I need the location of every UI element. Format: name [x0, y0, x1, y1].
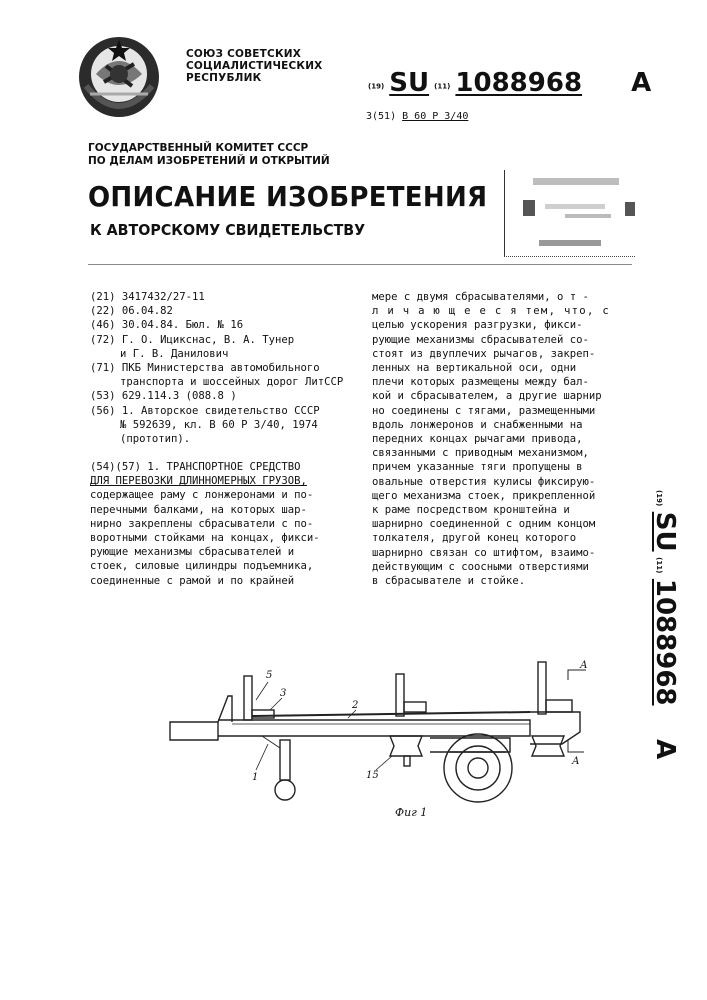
document-title: ОПИСАНИЕ ИЗОБРЕТЕНИЯ [88, 180, 488, 213]
callout-label: 5 [266, 670, 273, 681]
biblio-line: (72) Г. О. Ицикснас, В. А. Тунер [90, 333, 295, 346]
callout-label: 2 [352, 700, 359, 711]
document-number [368, 68, 651, 98]
country-code: (19) [368, 82, 385, 91]
stamp-marks [505, 170, 635, 256]
section-label: А [580, 660, 588, 671]
kind-code: A [650, 739, 680, 760]
biblio-line: (53) 629.114.3 (088.8 ) [90, 390, 237, 403]
claim-line: шарнирно связан со штифтом, взаимо- [372, 546, 596, 559]
country-abbrev: SU [650, 511, 680, 552]
claim-line: кой и сбрасывателем, а другие шарнир [372, 390, 602, 403]
patent-number: 1088968 [455, 68, 583, 98]
biblio-line: (22) 06.04.82 [90, 305, 173, 318]
country-name [186, 48, 322, 84]
claim-line: действующим с соосными отверстиями [372, 560, 589, 573]
biblio-line: транспорта и шоссейных дорог ЛитССР [120, 376, 344, 389]
claim-line: л и ч а ю щ е е с я тем, что, с [372, 305, 611, 318]
claim-line: ДЛЯ ПЕРЕВОЗКИ ДЛИННОМЕРНЫХ ГРУЗОВ, [90, 475, 307, 488]
claim-line: (54)(57) 1. ТРАНСПОРТНОЕ СРЕДСТВО [90, 461, 301, 473]
claim-line: нирно закреплены сбрасыватели с по- [90, 517, 314, 530]
claim-line: рующие механизмы сбрасывателей и [90, 546, 295, 559]
header-divider [88, 264, 632, 265]
committee-line: ПО ДЕЛАМ ИЗОБРЕТЕНИЙ И ОТКРЫТИЙ [88, 154, 330, 167]
claim-line: содержащее раму с лонжеронами и по- [90, 489, 314, 502]
country-abbrev: SU [389, 68, 430, 98]
claim-line: соединенные с рамой и по крайней [90, 574, 295, 587]
claim-line: связанными с приводным механизмом, [372, 447, 589, 460]
claim-line: стоек, силовые цилиндры подъемника, [90, 560, 314, 573]
vertical-patent-number [640, 490, 680, 780]
claim-line: рующие механизмы сбрасывателей со- [372, 333, 589, 346]
claim-line: ленных на вертикальной оси, одни [372, 362, 577, 375]
biblio-line: (21) 3417432/27-11 [90, 291, 205, 303]
kind-code: A [631, 68, 652, 98]
callout-label: 15 [366, 770, 379, 781]
country-line: РЕСПУБЛИК [186, 72, 262, 84]
claim-line: к раме посредством кронштейна и [372, 504, 570, 517]
country-line: СОЮЗ СОВЕТСКИХ [186, 48, 302, 60]
section-label: А [572, 756, 580, 767]
claim-line: воротными стойками на концах, фикси- [90, 532, 320, 545]
ipc-class: В 60 Р 3/40 [402, 111, 469, 122]
biblio-line: (71) ПКБ Министерства автомобильного [90, 362, 320, 375]
claim-line: перечными балками, на которых шар- [90, 503, 307, 516]
claim-line: вдоль лонжеронов и снабженными на [372, 418, 583, 431]
claim-line: толкателя, другой конец которого [372, 532, 577, 545]
biblio-line: (прототип). [120, 433, 191, 446]
bibliographic-data [90, 290, 360, 446]
claim-line: передних концах рычагами привода, [372, 433, 583, 446]
claim-text-right [372, 290, 642, 588]
number-code: (11) [655, 557, 663, 574]
ipc-prefix: 3(51) [366, 111, 397, 122]
claim-line: в сбрасывателе и стойке. [372, 575, 526, 588]
claim-line: причем указанные тяги пропущены в [372, 461, 583, 474]
country-code: (19) [655, 490, 663, 507]
claim-line: шарнирно соединенной с одним концом [372, 518, 596, 531]
committee-name [88, 142, 330, 167]
claim-line: щего механизма стоек, прикрепленной [372, 489, 596, 502]
biblio-line: (46) 30.04.84. Бюл. № 16 [90, 319, 244, 332]
state-emblem-icon [76, 34, 162, 120]
claim-line: овальные отверстия кулисы фиксирую- [372, 475, 596, 488]
claim-line: целью ускорения разгрузки, фикси- [372, 319, 583, 332]
patent-number: 1088968 [650, 578, 680, 706]
country-line: СОЦИАЛИСТИЧЕСКИХ [186, 60, 323, 72]
biblio-line: № 592639, кл. В 60 Р 3/40, 1974 [120, 418, 318, 431]
callout-label: 1 [252, 772, 259, 783]
committee-line: ГОСУДАРСТВЕННЫЙ КОМИТЕТ СССР [88, 142, 309, 154]
document-subtitle: К АВТОРСКОМУ СВИДЕТЕЛЬСТВУ [90, 221, 366, 239]
biblio-line: и Г. В. Данилович [120, 347, 229, 360]
callout-label: 3 [280, 688, 287, 699]
library-stamp [504, 170, 635, 257]
trailer-drawing [160, 640, 620, 830]
biblio-line: (56) 1. Авторское свидетельство СССР [90, 404, 320, 417]
claim-line: мере с двумя сбрасывателями, о т - [372, 291, 589, 303]
number-code: (11) [434, 82, 451, 91]
claim-line: плечи которых размещены между бал- [372, 376, 589, 389]
claim-line: стоят из двуплечих рычагов, закреп- [372, 347, 596, 360]
claim-line: но соединены с тягами, размещенными [372, 404, 596, 417]
claim-text-left [90, 460, 360, 588]
ipc-classification [366, 111, 468, 122]
figure-caption: Фиг 1 [395, 806, 428, 819]
